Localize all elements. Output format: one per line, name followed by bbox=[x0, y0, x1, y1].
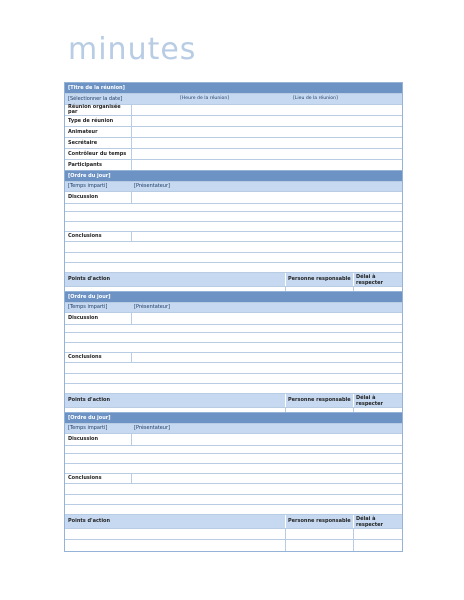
meeting-info-table bbox=[64, 82, 403, 172]
agenda-table bbox=[64, 291, 403, 431]
responsible-label: Personne responsable bbox=[288, 518, 351, 524]
meeting-title-field[interactable]: [Titre de la réunion] bbox=[65, 83, 402, 93]
action-row[interactable] bbox=[65, 540, 402, 551]
conclusions-row bbox=[65, 232, 402, 242]
page-title: minutes bbox=[68, 32, 197, 67]
conclusions-label: Conclusions bbox=[68, 354, 102, 360]
discussion-label: Discussion bbox=[68, 194, 99, 200]
action-row[interactable] bbox=[65, 529, 402, 540]
blank-row[interactable] bbox=[65, 204, 402, 212]
time-allotted-field[interactable]: [Temps imparti] bbox=[68, 183, 108, 189]
blank-row[interactable] bbox=[65, 263, 402, 273]
agenda-meta-row bbox=[65, 182, 402, 192]
discussion-row bbox=[65, 313, 402, 325]
meeting-date-field[interactable]: [Sélectionner la date] bbox=[68, 95, 123, 102]
participants-label: Participants bbox=[68, 162, 103, 168]
meeting-field-row bbox=[65, 149, 402, 160]
agenda-header[interactable]: [Ordre du jour] bbox=[65, 171, 402, 181]
agenda-table bbox=[64, 412, 403, 552]
presenter-field[interactable]: [Présentateur] bbox=[134, 183, 170, 189]
action-header-row bbox=[65, 394, 402, 408]
meeting-type-label: Type de réunion bbox=[68, 117, 114, 124]
discussion-row bbox=[65, 192, 402, 204]
meeting-title-row bbox=[65, 83, 402, 94]
deadline-label: Délai à respecter bbox=[356, 394, 384, 407]
meeting-field-row bbox=[65, 138, 402, 149]
blank-row[interactable] bbox=[65, 363, 402, 374]
action-items-label: Points d'action bbox=[68, 276, 111, 282]
agenda-header-row bbox=[65, 171, 402, 182]
blank-row[interactable] bbox=[65, 495, 402, 505]
action-items-label: Points d'action bbox=[68, 518, 111, 524]
agenda-header[interactable]: [Ordre du jour] bbox=[65, 413, 402, 423]
action-items-label: Points d'action bbox=[68, 397, 111, 403]
blank-row[interactable] bbox=[65, 222, 402, 232]
conclusions-row bbox=[65, 353, 402, 363]
conclusions-label: Conclusions bbox=[68, 233, 102, 239]
blank-row[interactable] bbox=[65, 212, 402, 222]
meeting-time-field[interactable]: [Heure de la réunion] bbox=[180, 95, 230, 101]
blank-row[interactable] bbox=[65, 325, 402, 333]
blank-row[interactable] bbox=[65, 384, 402, 394]
meeting-field-row bbox=[65, 116, 402, 127]
facilitator-value[interactable] bbox=[131, 127, 402, 137]
blank-row[interactable] bbox=[65, 253, 402, 263]
blank-row[interactable] bbox=[65, 333, 402, 343]
agenda-header-row bbox=[65, 292, 402, 303]
secretary-value[interactable] bbox=[131, 138, 402, 148]
responsible-label: Personne responsable bbox=[288, 397, 351, 403]
blank-row[interactable] bbox=[65, 242, 402, 253]
presenter-field[interactable]: [Présentateur] bbox=[134, 425, 170, 431]
blank-row[interactable] bbox=[65, 343, 402, 353]
deadline-label: Délai à respecter bbox=[356, 273, 384, 286]
blank-row[interactable] bbox=[65, 484, 402, 495]
blank-row[interactable] bbox=[65, 464, 402, 474]
blank-row[interactable] bbox=[65, 454, 402, 464]
facilitator-label: Animateur bbox=[68, 128, 98, 135]
agenda-meta-row bbox=[65, 303, 402, 313]
discussion-label: Discussion bbox=[68, 315, 99, 321]
agenda-table bbox=[64, 170, 403, 310]
timekeeper-label: Contrôleur du temps bbox=[68, 150, 127, 157]
discussion-label: Discussion bbox=[68, 436, 99, 442]
meeting-field-row bbox=[65, 105, 402, 116]
organized-by-value[interactable] bbox=[131, 105, 402, 115]
agenda-header[interactable]: [Ordre du jour] bbox=[65, 292, 402, 302]
conclusions-row bbox=[65, 474, 402, 484]
agenda-meta-row bbox=[65, 424, 402, 434]
agenda-header-row bbox=[65, 413, 402, 424]
discussion-row bbox=[65, 434, 402, 446]
timekeeper-value[interactable] bbox=[131, 149, 402, 159]
blank-row[interactable] bbox=[65, 505, 402, 515]
time-allotted-field[interactable]: [Temps imparti] bbox=[68, 425, 108, 431]
blank-row[interactable] bbox=[65, 446, 402, 454]
meeting-type-value[interactable] bbox=[131, 116, 402, 126]
meeting-field-row bbox=[65, 127, 402, 138]
responsible-label: Personne responsable bbox=[288, 276, 351, 282]
time-allotted-field[interactable]: [Temps imparti] bbox=[68, 304, 108, 310]
blank-row[interactable] bbox=[65, 374, 402, 384]
presenter-field[interactable]: [Présentateur] bbox=[134, 304, 170, 310]
organized-by-label: Réunion organisée par bbox=[68, 104, 121, 115]
secretary-label: Secrétaire bbox=[68, 139, 98, 146]
meeting-place-field[interactable]: [Lieu de la réunion] bbox=[293, 95, 338, 101]
action-header-row bbox=[65, 515, 402, 529]
deadline-label: Délai à respecter bbox=[356, 515, 384, 528]
action-header-row bbox=[65, 273, 402, 287]
conclusions-label: Conclusions bbox=[68, 475, 102, 481]
